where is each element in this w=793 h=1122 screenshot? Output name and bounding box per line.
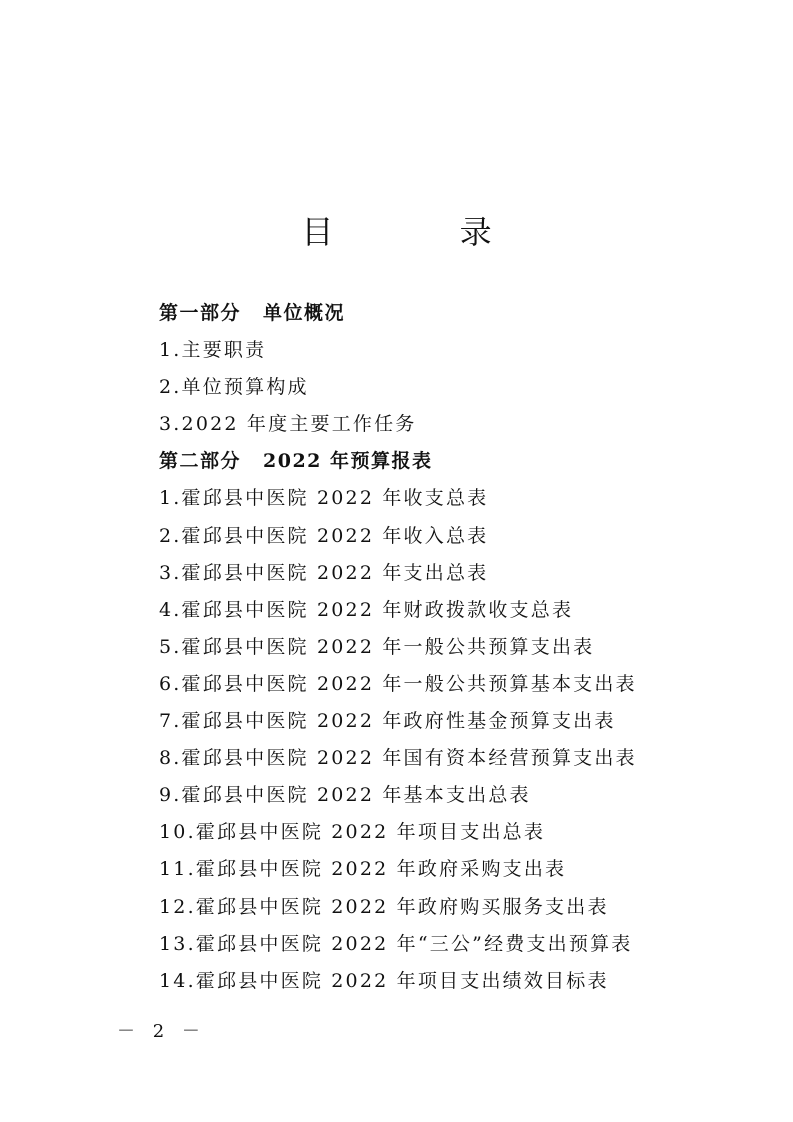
section-title: 单位概况 (263, 302, 346, 324)
toc-item: 1.主要职责 (159, 339, 267, 362)
toc-item: 2.单位预算构成 (159, 376, 309, 399)
toc-title: 目 录 (301, 213, 550, 251)
toc-item: 12.霍邱县中医院 2022 年政府购买服务支出表 (159, 895, 609, 918)
toc-item: 1.霍邱县中医院 2022 年收支总表 (159, 487, 489, 510)
page-number: － 2 － (117, 1021, 206, 1042)
toc-item: 10.霍邱县中医院 2022 年项目支出总表 (159, 821, 546, 844)
toc-item: 2.霍邱县中医院 2022 年收入总表 (159, 524, 489, 547)
toc-item: 6.霍邱县中医院 2022 年一般公共预算基本支出表 (159, 672, 637, 695)
toc-item: 7.霍邱县中医院 2022 年政府性基金预算支出表 (159, 710, 616, 733)
toc-item: 3.2022 年度主要工作任务 (159, 413, 417, 436)
toc-item: 13.霍邱县中医院 2022 年“三公”经费支出预算表 (159, 932, 633, 955)
toc-section-heading-part2 (159, 443, 759, 480)
section-title: 2022 年预算报表 (263, 450, 433, 473)
toc-item: 3.霍邱县中医院 2022 年支出总表 (159, 561, 489, 584)
toc-item: 11.霍邱县中医院 2022 年政府采购支出表 (159, 858, 567, 881)
table-of-contents (159, 295, 759, 1000)
toc-item: 14.霍邱县中医院 2022 年项目支出绩效目标表 (159, 969, 609, 992)
section-number: 第一部分 (159, 302, 242, 324)
toc-item: 5.霍邱县中医院 2022 年一般公共预算支出表 (159, 635, 595, 658)
toc-item: 9.霍邱县中医院 2022 年基本支出总表 (159, 784, 531, 807)
toc-section-heading-part1 (159, 295, 759, 332)
section-number: 第二部分 (159, 450, 242, 473)
toc-item: 4.霍邱县中医院 2022 年财政拨款收支总表 (159, 598, 574, 621)
toc-item: 8.霍邱县中医院 2022 年国有资本经营预算支出表 (159, 747, 637, 770)
